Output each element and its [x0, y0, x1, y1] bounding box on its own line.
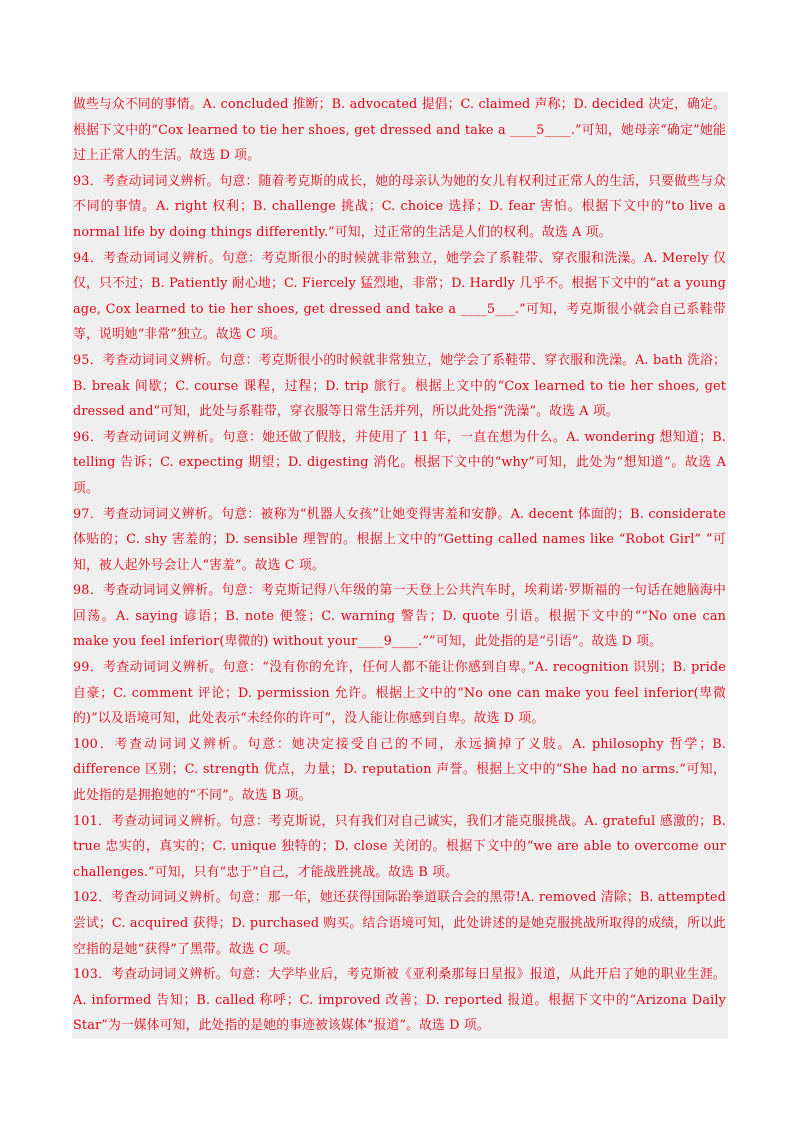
explanation-paragraph: 101．考查动词词义辨析。句意：考克斯说，只有我们对自己诚实，我们才能克服挑战。A. grateful 感激的；B. true 忠实的，真实的；C. unique 独特的；D. close 关闭的。根据下文中的“we are able to overcome our challenges.”可知，只有“忠于”自己，才能战胜挑战。故选 B 项。: [73, 813, 726, 880]
explanation-paragraph: 98．考查动词词义辨析。句意：考克斯记得八年级的第一天登上公共汽车时，埃莉诺·罗斯福的一句话在她脑海中回荡。A. saying 谚语；B. note 便签；C. warning 警告；D. quote 引语。根据下文中的““No one can make you feel inferior(卑微的) without your____9____.””可知，此处指的是“引语”。故选 D 项。: [73, 583, 726, 650]
explanation-paragraph: 103．考查动词词义辨析。句意：大学毕业后，考克斯被《亚利桑那每日星报》报道，从此开启了她的职业生涯。A. informed 告知；B. called 称呼；C. improved 改善；D. reported 报道。根据下文中的“Arizona Daily Star”为一媒体可知，此处指的是她的事迹被该媒体“报道”。故选 D 项。: [73, 967, 726, 1034]
explanation-paragraph: 94．考查动词词义辨析。句意：考克斯很小的时候就非常独立，她学会了系鞋带、穿衣服和洗澡。A. Merely 仅仅，只不过；B. Patiently 耐心地；C. Fiercely 猛烈地，非常；D. Hardly 几乎不。根据下文中的“at a young age, Cox learned to tie her shoes, get dressed and take a ____5___.”可知，考克斯很小就会自己系鞋带等，说明她“非常”独立。故选 C 项。: [73, 250, 726, 343]
explanation-paragraph: 95．考查动词词义辨析。句意：考克斯很小的时候就非常独立，她学会了系鞋带、穿衣服和洗澡。A. bath 洗浴；B. break 间歇；C. course 课程，过程；D. trip 旅行。根据上文中的“Cox learned to tie her shoes, get dressed and”可知，此处与系鞋带，穿衣服等日常生活并列，所以此处指“洗澡”。故选 A 项。: [73, 352, 726, 420]
answer-explanations: [72, 92, 728, 1039]
explanation-paragraph: 100．考查动词词义辨析。句意：她决定接受自己的不同，永远摘掉了义肢。A. philosophy 哲学；B. difference 区别；C. strength 优点，力量；D. reputation 声誉。根据上文中的“She had no arms.”可知，此处指的是拥抱她的“不同”。故选 B 项。: [73, 736, 726, 804]
explanation-paragraph: 做些与众不同的事情。A. concluded 推断；B. advocated 提倡；C. claimed 声称；D. decided 决定，确定。根据下文中的“Cox learned to tie her shoes, get dressed and take a ____5____.”可知，她母亲“确定”她能过上正常人的生活。故选 D 项。: [73, 97, 726, 164]
explanation-paragraph: 102．考查动词词义辨析。句意：那一年，她还获得国际跆拳道联合会的黑带!A. removed 清除；B. attempted 尝试；C. acquired 获得；D. purchased 购买。结合语境可知，此处讲述的是她克服挑战所取得的成绩，所以此空指的是她“获得”了黑带。故选 C 项。: [73, 890, 726, 957]
explanation-paragraph: 97．考查动词词义辨析。句意：被称为“机器人女孩”让她变得害羞和安静。A. decent 体面的；B. considerate 体贴的；C. shy 害羞的；D. sensible 理智的。根据上文中的“Getting called names like “Robot Girl” ”可知，被人起外号会让人“害羞”。故选 C 项。: [73, 506, 726, 573]
explanation-paragraph: 93．考查动词词义辨析。句意：随着考克斯的成长，她的母亲认为她的女儿有权利过正常人的生活，只要做些与众不同的事情。A. right 权利；B. challenge 挑战；C. choice 选择；D. fear 害怕。根据下文中的“to live a normal life by doing things differently.”可知，过正常的生活是人们的权利。故选 A 项。: [73, 173, 726, 240]
explanation-paragraph: 96．考查动词词义辨析。句意：她还做了假肢，并使用了 11 年，一直在想为什么。A. wondering 想知道；B. telling 告诉；C. expecting 期望；D. digesting 消化。根据下文中的“why”可知，此处为“想知道”。故选 A 项。: [73, 429, 726, 496]
explanation-paragraph: 99．考查动词词义辨析。句意：“没有你的允许，任何人都不能让你感到自卑。”A. recognition 识别；B. pride 自豪；C. comment 评论；D. permission 允许。根据上文中的“No one can make you feel inferior(卑微的)”以及语境可知，此处表示“未经你的许可”，没人能让你感到自卑。故选 D 项。: [73, 660, 726, 727]
